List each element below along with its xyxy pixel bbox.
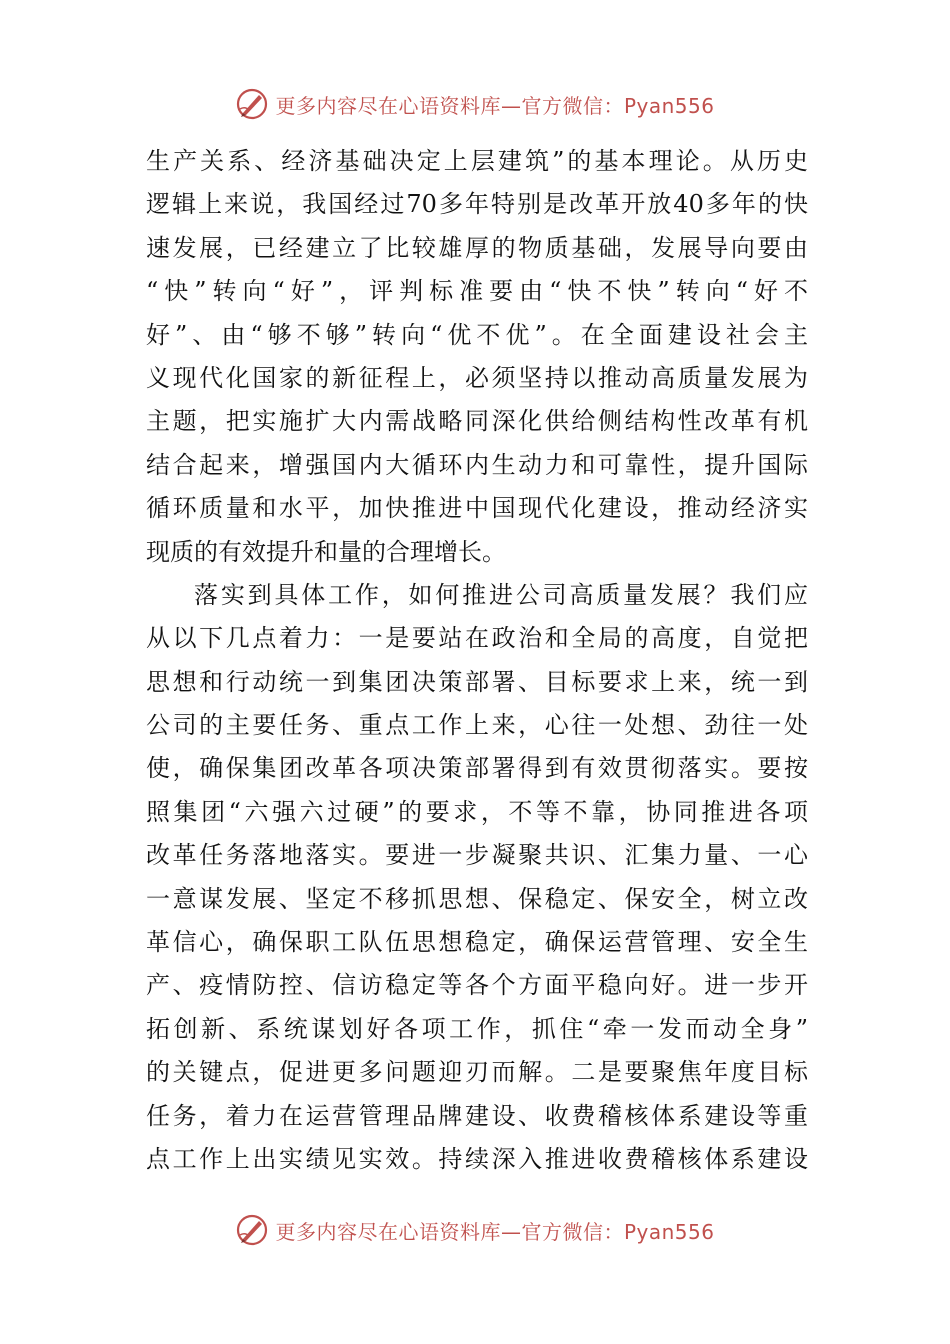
pen-circle-logo-icon [235,1213,269,1247]
text-line: 一意谋发展、坚定不移抓思想、保稳定、保安全，树立改 [146,884,808,913]
text-line: 主题，把实施扩大内需战略同深化供给侧结构性改革有机 [146,407,808,436]
text-line: 速发展，已经建立了比较雄厚的物质基础，发展导向要由 [146,233,808,262]
text-line: 生产关系、经济基础决定上层建筑”的基本理论。从历史 [146,147,808,175]
text-line: 点工作上出实绩见实效。持续深入推进收费稽核体系建设 [146,1144,808,1173]
header-banner [0,84,950,124]
text-line: 循环质量和水平，加快推进中国现代化建设，推动经济实 [146,494,808,523]
text-line: 逻辑上来说，我国经过70多年特别是改革开放40多年的快 [146,190,808,219]
text-line: 结合起来，增强国内大循环内生动力和可靠性，提升国际 [146,450,808,479]
paragraph-first-line: 落实到具体工作，如何推进公司高质量发展？我们应 [194,580,808,609]
text-line: 使，确保集团改革各项决策部署得到有效贯彻落实。要按 [146,754,808,783]
text-line: 产、疫情防控、信访稳定等各个方面平稳向好。进一步开 [146,971,808,1000]
footer-banner [0,1210,950,1250]
text-line: 思想和行动统一到集团决策部署、目标要求上来，统一到 [146,667,808,696]
footer-banner-text: 更多内容尽在心语资料库—官方微信：Pyan556 [275,1219,715,1244]
text-line: 革信心，确保职工队伍思想稳定，确保运营管理、安全生 [146,928,808,957]
text-line: 改革任务落地落实。要进一步凝聚共识、汇集力量、一心 [146,841,808,870]
text-line: 现质的有效提升和量的合理增长。 [146,537,506,566]
text-line: 照集团“六强六过硬”的要求，不等不靠，协同推进各项 [146,797,808,826]
text-line: 义现代化国家的新征程上，必须坚持以推动高质量发展为 [146,363,808,392]
text-line: 公司的主要任务、重点工作上来，心往一处想、劲往一处 [146,711,808,740]
text-line: 的关键点，促进更多问题迎刃而解。二是要聚焦年度目标 [146,1058,808,1087]
text-line: 拓创新、系统谋划好各项工作，抓住“牵一发而动全身” [146,1014,808,1043]
pen-circle-logo-icon [235,87,269,121]
text-line: 任务，着力在运营管理品牌建设、收费稽核体系建设等重 [146,1101,808,1130]
text-line: 从以下几点着力：一是要站在政治和全局的高度，自觉把 [146,624,808,653]
text-line: “快”转向“好”，评判标准要由“快不快”转向“好不 [146,277,808,306]
text-line: 好”、由“够不够”转向“优不优”。在全面建设社会主 [146,320,808,349]
document-body [146,140,808,1181]
header-banner-text: 更多内容尽在心语资料库—官方微信：Pyan556 [275,93,715,118]
